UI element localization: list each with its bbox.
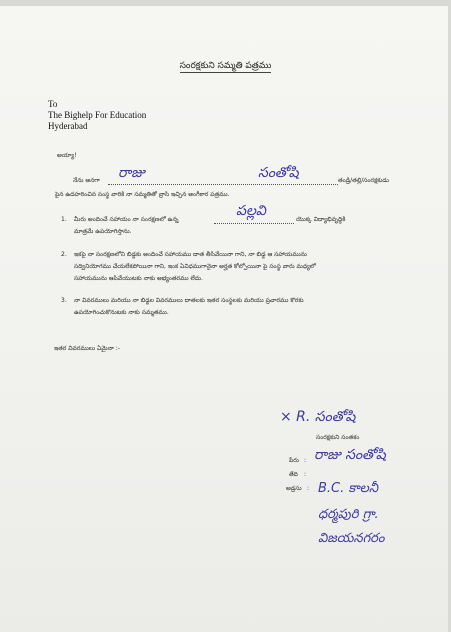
point-2-number: 2. [61,251,67,258]
intro-dotted-line [108,184,338,185]
address-organization: The Bighelp For Education [48,110,147,120]
intro-line-2: పైన ఉదహరించిన సంస్థ వారికి నా సమ్మతితో వ్రాసి ఇచ్చిన అంగీకార పత్రము. [55,191,230,198]
point-3-line-1: నా వివరములు మరియు నా బిడ్డల వివరములు దాతలకు ఇతర సంస్థలకు మరియు ప్రచారము కొరకు [74,297,304,304]
field-name-colon: : [304,457,307,464]
address-line-3: విజయనగరం [318,531,385,546]
child-name-handwritten: సంతోషి [258,165,299,181]
point-1-prefix: మీరు అందించే సహాయం నా సంరక్షణలో ఉన్న [74,216,179,223]
point-1-suffix: యొక్క విద్యాభివృద్ధికి [296,216,346,223]
field-date-label: తేది [289,471,298,478]
point-2-line-3: సహాయమును ఆపివేయుటకు నాకు అభ్యంతరము లేదు. [74,275,203,282]
letter-title: సంరక్షకుని సమ్మతి పత్రము [179,61,272,71]
field-name-label: పేరు [289,457,299,464]
field-address-value: B.C. కాలనీ [318,481,379,496]
field-name-value: రాజు సంతోషి [314,447,386,463]
salutation: అయ్యా! [57,152,77,159]
point-1-dotted-line [214,223,294,224]
field-address-label: అడ్రసు [286,485,302,492]
guardian-name-handwritten: రాజు [118,165,145,181]
other-details-label: ఇతర వివరములు ఏమైనా :- [54,345,120,352]
field-date-colon: : [304,471,307,478]
point-1-number: 1. [61,216,67,223]
point-3-line-2: ఉపయోగించుకొనుటకు నాకు సమ్మతము. [74,309,169,316]
signature-label: సంరక్షకుని సంతకం [316,434,360,441]
scan-edge-top [0,0,451,6]
point-2-line-2: సద్వినియోగము చేయలేకపోయినా గాని, ఇంక ఏవిధముగానైనా అర్హత కోల్పోయినా పై సంస్థ వారు మధ్యలో [74,263,316,270]
point-1-line-2: మాత్రమే ఉపయోగిస్తాను. [74,228,132,235]
guardian-signature: × R. సంతోషి [280,409,356,425]
point-1-handwritten-name: పల్లవి [236,203,266,219]
field-address-colon: : [307,485,310,492]
intro-suffix: తండ్రి/తల్లి/సంరక్షకుడు [338,177,389,184]
address-to: To [48,99,58,109]
point-3-number: 3. [61,297,67,304]
address-city: Hyderabad [48,121,88,131]
intro-prefix: నేను అనగా [73,177,100,184]
address-line-2: ధర్మపురి గ్రా. [318,507,379,522]
point-2-line-1: ఇకపై నా సంరక్షణలోని బిడ్డకు అందించే సహాయము దాత తీసివేయినా గాని, నా బిడ్డ ఆ సహాయమును [74,251,307,258]
